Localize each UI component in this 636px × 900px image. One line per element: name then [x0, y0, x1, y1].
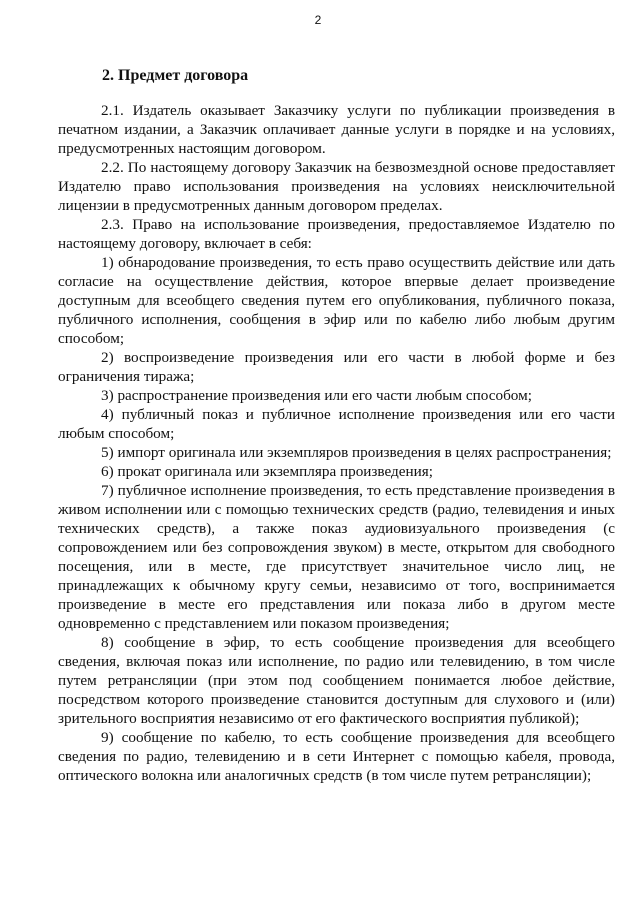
page-number: 2: [314, 13, 322, 27]
section-title: 2. Предмет договора: [102, 67, 249, 84]
list-item-1: 1) обнародование произведения, то есть право осуществить действие или дать согласие на осуществление действия, которое впервые делает произведение доступным для всеобщего сведения путем его опубликования, публичного показа, публичного исполнения, сообщения в эфир или по кабелю либо любым другим способом;: [58, 254, 615, 347]
list-item-5: 5) импорт оригинала или экземпляров произведения в целях распространения;: [101, 444, 612, 461]
list-item-4: 4) публичный показ и публичное исполнение произведения или его части любым способом;: [58, 406, 615, 442]
clause-2-3: 2.3. Право на использование произведения, предоставляемое Издателю по настоящему договору, включает в себя:: [58, 216, 615, 252]
document-body: [58, 66, 615, 785]
clause-2-2: 2.2. По настоящему договору Заказчик на безвозмездной основе предоставляет Издателю право использования произведения на условиях неисключительной лицензии в предусмотренных данным договором пределах.: [58, 159, 615, 214]
list-item-3: 3) распространение произведения или его части любым способом;: [101, 387, 532, 404]
list-item-6: 6) прокат оригинала или экземпляра произведения;: [101, 463, 433, 480]
list-item-9: 9) сообщение по кабелю, то есть сообщение произведения для всеобщего сведения по радио, телевидению и в сети Интернет с помощью кабеля, провода, оптического волокна или аналогичных средств (в том числе путем ретрансляции);: [58, 729, 615, 784]
clause-2-1: 2.1. Издатель оказывает Заказчику услуги по публикации произведения в печатном издании, а Заказчик оплачивает данные услуги в порядке и на условиях, предусмотренных настоящим договором.: [58, 102, 615, 157]
list-item-8: 8) сообщение в эфир, то есть сообщение произведения для всеобщего сведения, включая показ или исполнение, по радио или телевидению, в том числе путем ретрансляции (при этом под сообщением понимается любое действие, посредством которого произведение становится доступным для слухового и (или) зрительного восприятия независимо от его фактического восприятия публикой);: [58, 634, 615, 727]
list-item-7: 7) публичное исполнение произведения, то есть представление произведения в живом исполнении или с помощью технических средств (радио, телевидения и иных технических средств), а также показ аудиовизуального произведения (с сопровождением или без сопровождения звуком) в месте, открытом для свободного посещения, или в месте, где присутствует значительное число лиц, не принадлежащих к обычному кругу семьи, независимо от того, воспринимается произведение в месте его представления или показа либо в другом месте одновременно с представлением или показом произведения;: [58, 482, 615, 632]
list-item-2: 2) воспроизведение произведения или его части в любой форме и без ограничения тиража;: [58, 349, 615, 385]
